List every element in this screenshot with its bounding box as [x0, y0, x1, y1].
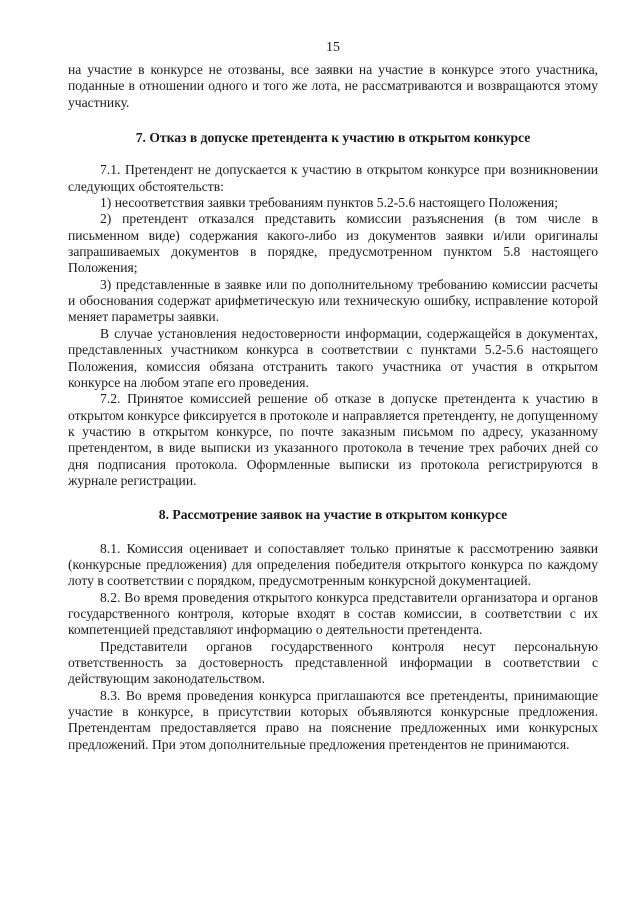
section-7-item-2: 2) претендент отказался представить комиссии разъяснения (в том числе в письменном виде) содержания какого-либо из документов заявки и/или оригиналы запрашиваемых документов в порядке, предусмотренном пунктом 5.8 настоящего Положения; — [68, 211, 598, 276]
section-7-item-3: 3) представленные в заявке или по дополнительному требованию комиссии расчеты и обоснования содержат арифметическую или техническую ошибку, исправление которой меняет параметры заявки. — [68, 276, 598, 325]
section-8-paragraph-8-3: 8.3. Во время проведения конкурса приглашаются все претенденты, принимающие участие в конкурсе, в присутствии которых объявляются конкурсные предложения. Претендентам предоставляется право на пояснение предложенных ими конкурсных предложений. При этом дополнительные предложения претендентов не принимаются. — [68, 687, 598, 752]
document-page — [68, 40, 598, 753]
section-8-paragraph-8-2: 8.2. Во время проведения открытого конкурса представители организатора и органов государственного контроля, которые входят в состав комиссии, в соответствии с их компетенцией представляют информацию о деятельности претендента. — [68, 589, 598, 638]
section-8-paragraph-responsibility: Представители органов государственного контроля несут персональную ответственность за достоверность представленной информации в соответствии с действующим законодательством. — [68, 638, 598, 687]
section-7-heading: 7. Отказ в допуске претендента к участию в открытом конкурсе — [135, 130, 531, 146]
section-7-paragraph-7-2: 7.2. Принятое комиссией решение об отказе в допуске претендента к участию в открытом конкурсе фиксируется в протоколе и направляется претенденту, не допущенному к участию в открытом конкурсе, по почте заказным письмом по адресу, указанному претендентом, в виде выписки из указанного протокола в течение трех рабочих дней со дня подписания протокола. Оформленные выписки из протокола регистрируются в журнале регистрации. — [68, 391, 598, 488]
section-8-paragraph-8-1: 8.1. Комиссия оценивает и сопоставляет только принятые к рассмотрению заявки (конкурсные предложения) для определения победителя открытого конкурса по каждому лоту в соответствии с порядком, предусмотренным конкурсной документацией. — [68, 540, 598, 589]
section-7-paragraph-unreliable-info: В случае установления недостоверности информации, содержащейся в документах, представленных участником конкурса в соответствии с пунктами 5.2-5.6 настоящего Положения, комиссия обязана отстранить такого участника от участия в открытом конкурсе на любом этапе его проведения. — [68, 325, 598, 390]
section-7-item-1: 1) несоответствия заявки требованиям пунктов 5.2-5.6 настоящего Положения; — [100, 195, 559, 211]
section-8-heading: 8. Рассмотрение заявок на участие в открытом конкурсе — [158, 507, 508, 523]
intro-paragraph: на участие в конкурсе не отозваны, все заявки на участие в конкурсе этого участника, поданные в отношении одного и того же лота, не рассматриваются и возвращаются этому участнику. — [68, 62, 598, 110]
section-7-paragraph-7-1: 7.1. Претендент не допускается к участию в открытом конкурсе при возникновении следующих обстоятельств: — [68, 162, 598, 194]
page-number: 15 — [326, 40, 340, 55]
